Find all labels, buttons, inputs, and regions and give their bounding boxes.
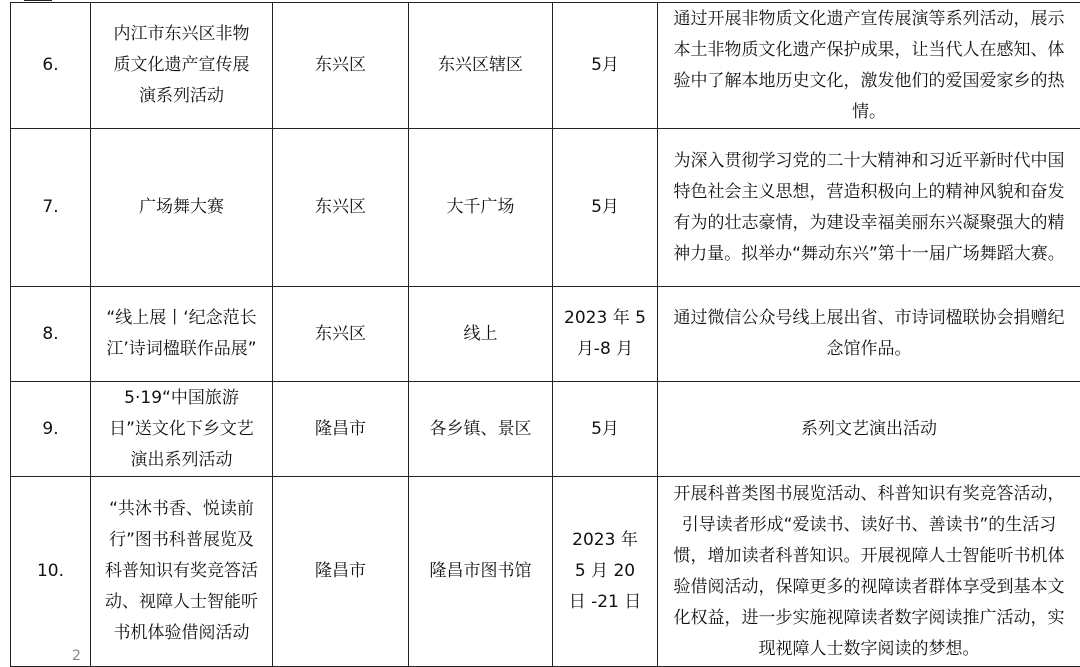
venue: 大千广场 bbox=[409, 129, 553, 287]
table-row bbox=[11, 477, 1080, 667]
host-unit: 东兴区 bbox=[273, 129, 409, 287]
host-unit: 隆昌市 bbox=[273, 477, 409, 667]
activity-time: 2023 年 5 月 20 日 -21 日 bbox=[553, 477, 658, 667]
table-row bbox=[11, 382, 1080, 477]
row-number: 6. bbox=[11, 3, 91, 129]
table-row bbox=[11, 287, 1080, 382]
row-number: 8. bbox=[11, 287, 91, 382]
venue: 线上 bbox=[409, 287, 553, 382]
activity-description: 通过开展非物质文化遗产宣传展演等系列活动，展示本土非物质文化遗产保护成果，让当代人在感知、体验中了解本地历史文化，激发他们的爱国爱家乡的热情。 bbox=[658, 3, 1080, 129]
venue: 隆昌市图书馆 bbox=[409, 477, 553, 667]
table-row bbox=[11, 129, 1080, 287]
table-row bbox=[11, 3, 1080, 129]
top-border-fragment bbox=[24, 0, 52, 1]
row-number: 7. bbox=[11, 129, 91, 287]
venue: 东兴区辖区 bbox=[409, 3, 553, 129]
activity-time: 5月 bbox=[553, 3, 658, 129]
activity-name: “线上展丨‘纪念范长江’诗词楹联作品展” bbox=[91, 287, 273, 382]
host-unit: 东兴区 bbox=[273, 287, 409, 382]
activity-table bbox=[10, 2, 1080, 667]
activity-table-container bbox=[10, 2, 1080, 667]
row-number: 9. bbox=[11, 382, 91, 477]
activity-time: 2023 年 5 月-8 月 bbox=[553, 287, 658, 382]
activity-description: 为深入贯彻学习党的二十大精神和习近平新时代中国特色社会主义思想，营造积极向上的精神风貌和奋发有为的壮志豪情，为建设幸福美丽东兴凝聚强大的精神力量。拟举办“舞动东兴”第十一届广场舞蹈大赛。 bbox=[658, 129, 1080, 287]
host-unit: 东兴区 bbox=[273, 3, 409, 129]
activity-name: “共沐书香、悦读前行”图书科普展览及科普知识有奖竞答活动、视障人士智能听书机体验借阅活动 bbox=[91, 477, 273, 667]
activity-name: 广场舞大赛 bbox=[91, 129, 273, 287]
venue: 各乡镇、景区 bbox=[409, 382, 553, 477]
activity-description: 系列文艺演出活动 bbox=[658, 382, 1080, 477]
row-number: 10. bbox=[11, 477, 91, 667]
host-unit: 隆昌市 bbox=[273, 382, 409, 477]
activity-time: 5月 bbox=[553, 382, 658, 477]
activity-description: 开展科普类图书展览活动、科普知识有奖竞答活动，引导读者形成“爱读书、读好书、善读书”的生活习惯，增加读者科普知识。开展视障人士智能听书机体验借阅活动，保障更多的视障读者群体享受到基本文化权益，进一步实施视障读者数字阅读推广活动，实现视障人士数字阅读的梦想。 bbox=[658, 477, 1080, 667]
activity-description: 通过微信公众号线上展出省、市诗词楹联协会捐赠纪念馆作品。 bbox=[658, 287, 1080, 382]
page-number-mark: 2 bbox=[72, 648, 81, 664]
activity-time: 5月 bbox=[553, 129, 658, 287]
activity-name: 5·19“中国旅游日”送文化下乡文艺演出系列活动 bbox=[91, 382, 273, 477]
activity-name: 内江市东兴区非物质文化遗产宣传展演系列活动 bbox=[91, 3, 273, 129]
